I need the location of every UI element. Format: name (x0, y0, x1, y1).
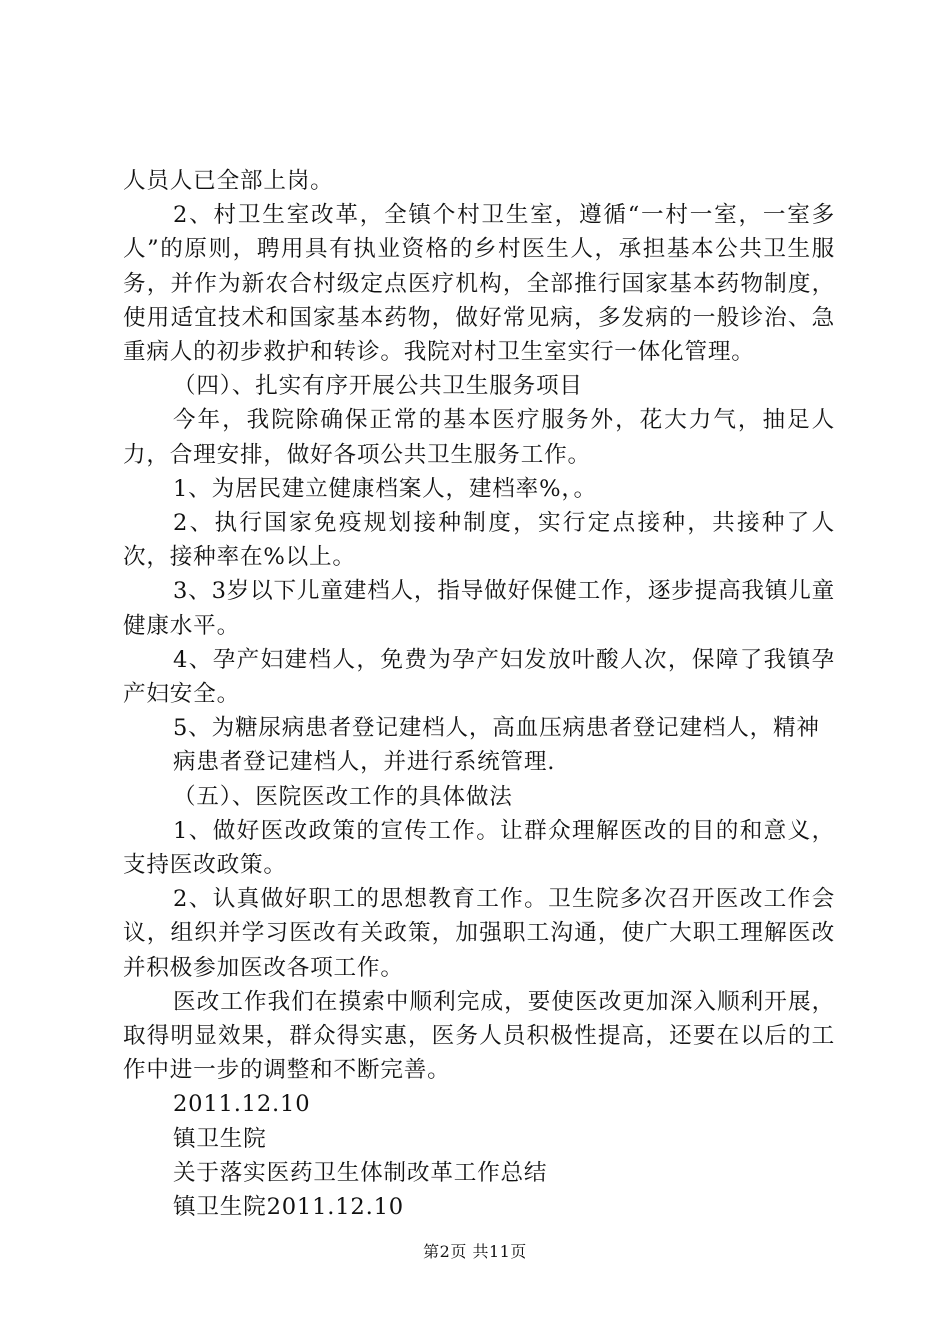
list-item: 2、认真做好职工的思想教育工作。卫生院多次召开医改工作会议，组织并学习医改有关政策，加强职工沟通，使广大职工理解医改并积极参加医改各项工作。 (123, 886, 835, 981)
list-item: 1、为居民建立健康档案人，建档率%，。 (173, 475, 597, 502)
signature-date-line: 镇卫生院2011.12.10 (173, 1194, 404, 1221)
paragraph: 今年，我院除确保正常的基本医疗服务外，花大力气，抽足人力，合理安排，做好各项公共卫生服务工作。 (123, 407, 835, 468)
list-item: 3、3岁以下儿童建档人，指导做好保健工作，逐步提高我镇儿童健康水平。 (123, 578, 835, 639)
section-heading: （五）、医院医改工作的具体做法 (173, 783, 513, 810)
paragraph: 2、村卫生室改革，全镇个村卫生室，遵循“一村一室，一室多人”的原则，聘用具有执业资格的乡村医生人，承担基本公共卫生服务，并作为新农合村级定点医疗机构，全部推行国家基本药物制度，使用适宜技术和国家基本药物，做好常见病，多发病的一般诊治、急重病人的初步救护和转诊。我院对村卫生室实行一体化管理。 (123, 202, 835, 366)
document-body (123, 164, 835, 1224)
paragraph: 医改工作我们在摸索中顺利完成，要使医改更加深入顺利开展，取得明显效果，群众得实惠，医务人员积极性提高，还要在以后的工作中进一步的调整和不断完善。 (123, 988, 835, 1084)
document-title-line: 关于落实医药卫生体制改革工作总结 (173, 1159, 548, 1186)
list-item: 1、做好医改政策的宣传工作。让群众理解医改的目的和意义，支持医改政策。 (123, 817, 835, 879)
section-heading: （四）、扎实有序开展公共卫生服务项目 (173, 373, 583, 400)
list-item: 5、为糖尿病患者登记建档人，高血压病患者登记建档人，精神 (173, 715, 820, 742)
date-line: 2011.12.10 (173, 1091, 311, 1118)
signature-line: 镇卫生院 (173, 1125, 267, 1152)
list-item: 4、孕产妇建档人，免费为孕产妇发放叶酸人次，保障了我镇孕产妇安全。 (123, 646, 835, 708)
paragraph: 人员人已全部上岗。 (123, 168, 334, 194)
list-item: 2、执行国家免疫规划接种制度，实行定点接种，共接种了人次，接种率在%以上。 (123, 510, 835, 571)
paragraph: 病患者登记建档人，并进行系统管理. (173, 749, 556, 776)
page-number-footer: 第2页 共11页 (423, 1242, 527, 1261)
